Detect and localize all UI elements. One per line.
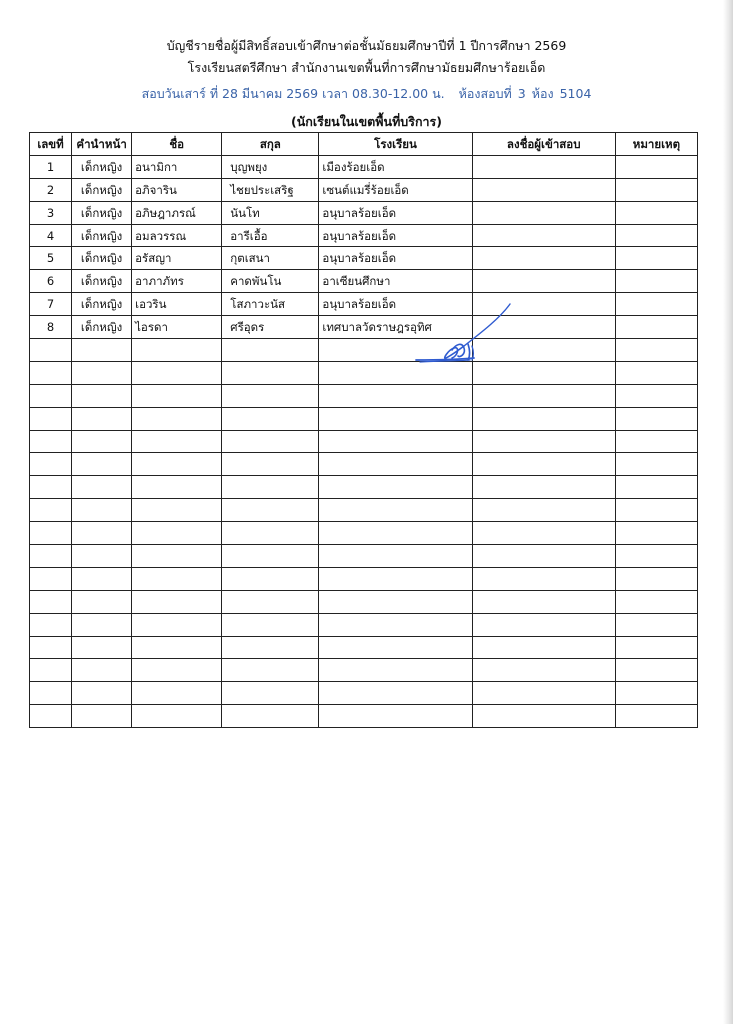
cell-no: 2 xyxy=(30,178,72,201)
cell-school: อนุบาลร้อยเอ็ด xyxy=(319,293,472,316)
empty-cell xyxy=(319,545,472,568)
empty-cell xyxy=(72,339,132,362)
cell-prefix: เด็กหญิง xyxy=(72,316,132,339)
exam-room-number: 3 xyxy=(517,86,526,101)
cell-remark xyxy=(615,270,697,293)
empty-cell xyxy=(222,499,319,522)
cell-remark xyxy=(615,293,697,316)
empty-cell xyxy=(222,407,319,430)
empty-cell xyxy=(615,407,697,430)
roster-table xyxy=(29,132,698,728)
empty-cell xyxy=(132,361,222,384)
cell-last-name: บุญพยุง xyxy=(222,155,319,178)
cell-signature xyxy=(472,247,615,270)
empty-cell xyxy=(472,567,615,590)
empty-cell xyxy=(30,407,72,430)
empty-cell xyxy=(72,705,132,728)
cell-remark xyxy=(615,155,697,178)
page-edge-shadow xyxy=(723,0,733,1024)
empty-cell xyxy=(30,361,72,384)
cell-last-name: ศรีอุดร xyxy=(222,316,319,339)
cell-first-name: อมลวรรณ xyxy=(132,224,222,247)
empty-cell xyxy=(472,430,615,453)
cell-last-name: กุตเสนา xyxy=(222,247,319,270)
empty-cell xyxy=(72,613,132,636)
cell-signature xyxy=(472,224,615,247)
student-group-subtitle: (นักเรียนในเขตพื้นที่บริการ) xyxy=(291,114,442,129)
empty-row xyxy=(30,384,698,407)
cell-no: 6 xyxy=(30,270,72,293)
empty-cell xyxy=(615,522,697,545)
empty-cell xyxy=(319,682,472,705)
school-title: โรงเรียนสตรีศึกษา สำนักงานเขตพื้นที่การศึกษามัธยมศึกษาร้อยเอ็ด xyxy=(187,60,546,75)
empty-cell xyxy=(615,705,697,728)
empty-cell xyxy=(319,430,472,453)
cell-prefix: เด็กหญิง xyxy=(72,201,132,224)
empty-cell xyxy=(615,361,697,384)
empty-cell xyxy=(319,453,472,476)
cell-school: เซนต์แมรี่ร้อยเอ็ด xyxy=(319,178,472,201)
cell-prefix: เด็กหญิง xyxy=(72,224,132,247)
empty-cell xyxy=(472,613,615,636)
empty-cell xyxy=(30,522,72,545)
table-header-row xyxy=(30,133,698,156)
table-row xyxy=(30,247,698,270)
empty-cell xyxy=(222,682,319,705)
empty-row xyxy=(30,567,698,590)
empty-row xyxy=(30,407,698,430)
empty-cell xyxy=(615,567,697,590)
empty-cell xyxy=(132,522,222,545)
cell-first-name: อภิจาริน xyxy=(132,178,222,201)
empty-row xyxy=(30,659,698,682)
empty-cell xyxy=(30,705,72,728)
empty-cell xyxy=(72,567,132,590)
table-row xyxy=(30,270,698,293)
empty-cell xyxy=(72,476,132,499)
empty-cell xyxy=(132,682,222,705)
empty-cell xyxy=(72,453,132,476)
cell-no: 1 xyxy=(30,155,72,178)
empty-cell xyxy=(30,590,72,613)
empty-cell xyxy=(319,590,472,613)
empty-cell xyxy=(222,339,319,362)
empty-cell xyxy=(132,590,222,613)
cell-no: 8 xyxy=(30,316,72,339)
roster-body xyxy=(30,155,698,727)
empty-cell xyxy=(132,636,222,659)
cell-signature xyxy=(472,270,615,293)
empty-cell xyxy=(472,384,615,407)
empty-cell xyxy=(72,522,132,545)
empty-cell xyxy=(319,613,472,636)
cell-prefix: เด็กหญิง xyxy=(72,178,132,201)
cell-remark xyxy=(615,201,697,224)
cell-no: 7 xyxy=(30,293,72,316)
empty-cell xyxy=(472,499,615,522)
empty-cell xyxy=(72,659,132,682)
empty-cell xyxy=(615,545,697,568)
empty-cell xyxy=(132,659,222,682)
empty-cell xyxy=(222,453,319,476)
cell-no: 5 xyxy=(30,247,72,270)
empty-row xyxy=(30,705,698,728)
cell-prefix: เด็กหญิง xyxy=(72,270,132,293)
empty-cell xyxy=(615,659,697,682)
empty-row xyxy=(30,499,698,522)
empty-cell xyxy=(222,590,319,613)
empty-cell xyxy=(222,636,319,659)
cell-school: อนุบาลร้อยเอ็ด xyxy=(319,201,472,224)
empty-cell xyxy=(319,384,472,407)
empty-cell xyxy=(72,590,132,613)
empty-cell xyxy=(472,522,615,545)
empty-cell xyxy=(132,545,222,568)
cell-prefix: เด็กหญิง xyxy=(72,293,132,316)
cell-prefix: เด็กหญิง xyxy=(72,247,132,270)
empty-cell xyxy=(72,636,132,659)
empty-cell xyxy=(72,384,132,407)
header-no: เลขที่ xyxy=(30,133,72,156)
empty-cell xyxy=(132,705,222,728)
empty-cell xyxy=(472,476,615,499)
empty-cell xyxy=(222,384,319,407)
empty-cell xyxy=(222,430,319,453)
empty-cell xyxy=(30,659,72,682)
empty-cell xyxy=(319,567,472,590)
header-signature: ลงชื่อผู้เข้าสอบ xyxy=(472,133,615,156)
header-prefix: คำนำหน้า xyxy=(72,133,132,156)
cell-first-name: อนามิกา xyxy=(132,155,222,178)
empty-cell xyxy=(30,499,72,522)
empty-cell xyxy=(615,613,697,636)
empty-cell xyxy=(30,613,72,636)
empty-cell xyxy=(615,453,697,476)
cell-signature xyxy=(472,178,615,201)
empty-cell xyxy=(472,705,615,728)
empty-cell xyxy=(222,522,319,545)
empty-cell xyxy=(72,430,132,453)
empty-cell xyxy=(615,499,697,522)
empty-cell xyxy=(30,476,72,499)
empty-row xyxy=(30,636,698,659)
header-remark: หมายเหตุ xyxy=(615,133,697,156)
empty-cell xyxy=(222,476,319,499)
empty-row xyxy=(30,545,698,568)
cell-school: เมืองร้อยเอ็ด xyxy=(319,155,472,178)
empty-cell xyxy=(30,636,72,659)
cell-school: อาเซียนศึกษา xyxy=(319,270,472,293)
empty-row xyxy=(30,590,698,613)
cell-first-name: อาภาภัทร xyxy=(132,270,222,293)
empty-cell xyxy=(72,545,132,568)
cell-no: 3 xyxy=(30,201,72,224)
room-label: ห้อง xyxy=(531,86,554,101)
signature-mark xyxy=(412,300,522,370)
table-row xyxy=(30,316,698,339)
cell-last-name: คาดพันโน xyxy=(222,270,319,293)
empty-cell xyxy=(132,407,222,430)
empty-cell xyxy=(615,682,697,705)
table-row xyxy=(30,155,698,178)
cell-remark xyxy=(615,247,697,270)
cell-prefix: เด็กหญิง xyxy=(72,155,132,178)
empty-cell xyxy=(319,659,472,682)
empty-cell xyxy=(472,407,615,430)
empty-row xyxy=(30,522,698,545)
header-school: โรงเรียน xyxy=(319,133,472,156)
empty-cell xyxy=(132,384,222,407)
cell-school: อนุบาลร้อยเอ็ด xyxy=(319,224,472,247)
empty-row xyxy=(30,339,698,362)
cell-remark xyxy=(615,316,697,339)
empty-cell xyxy=(222,705,319,728)
empty-cell xyxy=(472,590,615,613)
table-row xyxy=(30,293,698,316)
empty-row xyxy=(30,361,698,384)
empty-cell xyxy=(30,545,72,568)
exam-schedule xyxy=(0,84,733,104)
empty-cell xyxy=(30,453,72,476)
empty-cell xyxy=(472,545,615,568)
empty-cell xyxy=(319,499,472,522)
cell-first-name: ไอรดา xyxy=(132,316,222,339)
empty-cell xyxy=(72,499,132,522)
empty-cell xyxy=(132,430,222,453)
empty-cell xyxy=(222,659,319,682)
empty-row xyxy=(30,453,698,476)
cell-first-name: เอวริน xyxy=(132,293,222,316)
empty-cell xyxy=(30,430,72,453)
empty-cell xyxy=(319,522,472,545)
empty-cell xyxy=(132,613,222,636)
empty-cell xyxy=(222,545,319,568)
cell-first-name: อภิษฎาภรณ์ xyxy=(132,201,222,224)
cell-last-name: นันโท xyxy=(222,201,319,224)
empty-cell xyxy=(615,384,697,407)
empty-cell xyxy=(472,682,615,705)
exam-time: สอบวันเสาร์ ที่ 28 มีนาคม 2569 เวลา 08.30-12.00 น. xyxy=(141,86,445,101)
table-row xyxy=(30,178,698,201)
empty-cell xyxy=(30,339,72,362)
cell-remark xyxy=(615,178,697,201)
cell-last-name: โสภาวะนัส xyxy=(222,293,319,316)
signature-strokes xyxy=(416,304,510,362)
empty-cell xyxy=(615,339,697,362)
empty-cell xyxy=(132,453,222,476)
empty-cell xyxy=(72,407,132,430)
empty-cell xyxy=(72,682,132,705)
empty-cell xyxy=(319,705,472,728)
empty-cell xyxy=(472,636,615,659)
empty-cell xyxy=(132,567,222,590)
empty-cell xyxy=(319,476,472,499)
cell-last-name: ไชยประเสริฐ xyxy=(222,178,319,201)
document-header xyxy=(0,36,733,132)
empty-cell xyxy=(30,384,72,407)
exam-room-label: ห้องสอบที่ xyxy=(458,86,512,101)
cell-last-name: อารีเอื้อ xyxy=(222,224,319,247)
empty-cell xyxy=(132,476,222,499)
cell-no: 4 xyxy=(30,224,72,247)
empty-row xyxy=(30,682,698,705)
cell-school: เทศบาลวัดราษฎรอุทิศ xyxy=(319,316,472,339)
empty-row xyxy=(30,430,698,453)
header-first-name: ชื่อ xyxy=(132,133,222,156)
empty-cell xyxy=(472,659,615,682)
empty-cell xyxy=(615,590,697,613)
table-row xyxy=(30,201,698,224)
header-last-name: สกุล xyxy=(222,133,319,156)
empty-cell xyxy=(222,361,319,384)
empty-cell xyxy=(132,339,222,362)
cell-first-name: อรัสญา xyxy=(132,247,222,270)
cell-signature xyxy=(472,155,615,178)
empty-cell xyxy=(72,361,132,384)
cell-school: อนุบาลร้อยเอ็ด xyxy=(319,247,472,270)
room-number: 5104 xyxy=(559,86,592,101)
empty-cell xyxy=(222,613,319,636)
empty-cell xyxy=(319,407,472,430)
empty-cell xyxy=(472,453,615,476)
cell-signature xyxy=(472,201,615,224)
empty-cell xyxy=(222,567,319,590)
empty-row xyxy=(30,613,698,636)
empty-cell xyxy=(319,636,472,659)
empty-cell xyxy=(615,430,697,453)
empty-cell xyxy=(132,499,222,522)
document-title: บัญชีรายชื่อผู้มีสิทธิ์สอบเข้าศึกษาต่อชั้นมัธยมศึกษาปีที่ 1 ปีการศึกษา 2569 xyxy=(166,38,567,53)
empty-cell xyxy=(615,476,697,499)
cell-remark xyxy=(615,224,697,247)
table-row xyxy=(30,224,698,247)
empty-cell xyxy=(30,682,72,705)
empty-cell xyxy=(30,567,72,590)
empty-row xyxy=(30,476,698,499)
empty-cell xyxy=(615,636,697,659)
